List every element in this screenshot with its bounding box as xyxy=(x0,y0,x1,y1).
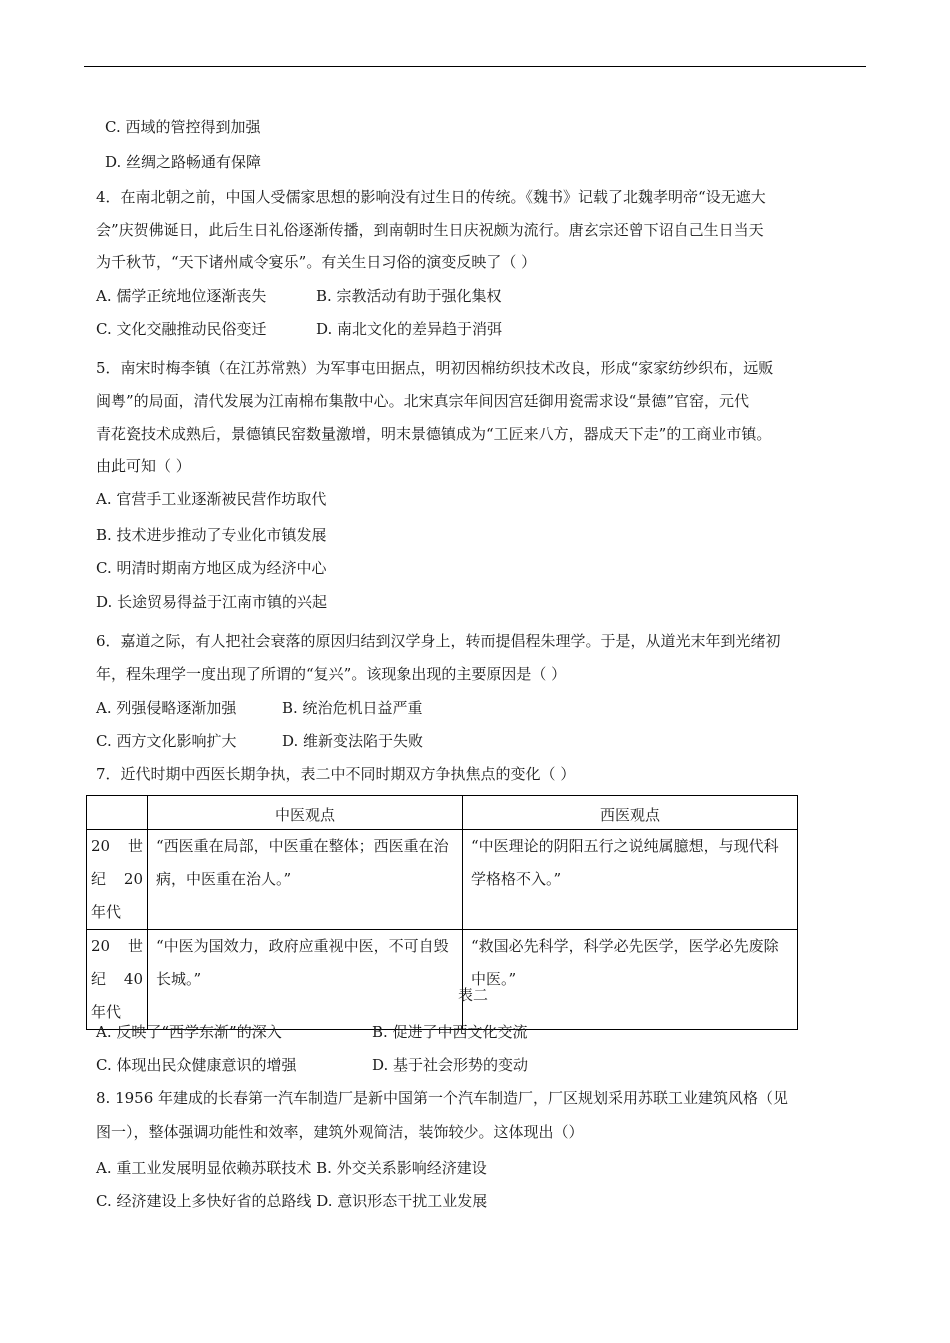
table-cell-tcm: “中医为国效力，政府应重视中医，不可自毁长城。” xyxy=(148,930,463,1030)
table-caption: 表二 xyxy=(458,986,489,1004)
q6-stem-line: 6．嘉道之际，有人把社会衰落的原因归结到汉学身上，转而提倡程朱理学。于是，从道光末年到光绪初 xyxy=(96,632,781,650)
q4-option-d: D. 南北文化的差异趋于消弭 xyxy=(316,320,503,338)
table-header-tcm: 中医观点 xyxy=(148,796,463,830)
q4-stem-line: 4．在南北朝之前，中国人受儒家思想的影响没有过生日的传统。《魏书》记载了北魏孝明帝“设无遮大 xyxy=(96,188,766,206)
q5-stem-line: 5．南宋时梅李镇（在江苏常熟）为军事屯田据点，明初因棉纺织技术改良，形成“家家纺纱织布，远贩 xyxy=(96,359,774,377)
q7-option-c: C. 体现出民众健康意识的增强 xyxy=(96,1056,297,1074)
q3-option-c: C. 西域的管控得到加强 xyxy=(105,118,261,136)
q7-stem: 7．近代时期中西医长期争执，表二中不同时期双方争执焦点的变化（ ） xyxy=(96,765,576,783)
q4-stem-line: 为千秋节，“天下诸州咸令宴乐”。有关生日习俗的演变反映了（ ） xyxy=(96,253,537,271)
table-cell-western: “救国必先科学，科学必先医学，医学必先废除中医。” xyxy=(463,930,798,1030)
table-cell-period: 20 世纪 20 年代 xyxy=(87,830,148,930)
table-row xyxy=(87,830,798,930)
q4-stem-line: 会”庆贺佛诞日，此后生日礼俗逐渐传播，到南朝时生日庆祝颇为流行。唐玄宗还曾下诏自己生日当天 xyxy=(96,221,764,239)
q4-option-b: B. 宗教活动有助于强化集权 xyxy=(316,287,502,305)
header-rule xyxy=(84,66,866,67)
table-header-western: 西医观点 xyxy=(463,796,798,830)
q7-option-b: B. 促进了中西文化交流 xyxy=(372,1023,528,1041)
q6-option-c: C. 西方文化影响扩大 xyxy=(96,732,237,750)
q4-option-a: A. 儒学正统地位逐渐丧失 xyxy=(96,287,267,305)
q8-options-ab: A. 重工业发展明显依赖苏联技术 B. 外交关系影响经济建设 xyxy=(96,1159,487,1177)
table-header-blank xyxy=(87,796,148,830)
q7-option-a: A. 反映了“西学东渐”的深入 xyxy=(96,1023,282,1041)
q8-options-cd: C. 经济建设上多快好省的总路线 D. 意识形态干扰工业发展 xyxy=(96,1192,488,1210)
q5-stem-line: 青花瓷技术成熟后，景德镇民窑数量激增，明末景德镇成为“工匠来八方，器成天下走”的工商业市镇。 xyxy=(96,425,772,443)
table-cell-tcm: “西医重在局部，中医重在整体；西医重在治病，中医重在治人。” xyxy=(148,830,463,930)
q8-stem-line: 8. 1956 年建成的长春第一汽车制造厂是新中国第一个汽车制造厂，厂区规划采用苏联工业建筑风格（见 xyxy=(96,1089,789,1107)
table-cell-period: 20 世纪 40 年代 xyxy=(87,930,148,1030)
q5-stem-line: 闽粤”的局面，清代发展为江南棉布集散中心。北宋真宗年间因宫廷御用瓷需求设“景德”官窑，元代 xyxy=(96,392,750,410)
q5-option-c: C. 明清时期南方地区成为经济中心 xyxy=(96,559,327,577)
comparison-table xyxy=(86,795,798,1030)
q6-option-a: A. 列强侵略逐渐加强 xyxy=(96,699,237,717)
q5-option-d: D. 长途贸易得益于江南市镇的兴起 xyxy=(96,593,328,611)
q5-option-b: B. 技术进步推动了专业化市镇发展 xyxy=(96,526,327,544)
q5-option-a: A. 官营手工业逐渐被民营作坊取代 xyxy=(96,490,327,508)
q6-option-b: B. 统治危机日益严重 xyxy=(282,699,423,717)
q8-stem-line: 图一），整体强调功能性和效率，建筑外观简洁，装饰较少。这体现出（） xyxy=(96,1123,584,1141)
q5-stem-line: 由此可知（ ） xyxy=(96,457,191,475)
q6-option-d: D. 维新变法陷于失败 xyxy=(282,732,424,750)
q3-option-d: D. 丝绸之路畅通有保障 xyxy=(105,153,262,171)
q6-stem-line: 年，程朱理学一度出现了所谓的“复兴”。该现象出现的主要原因是（ ） xyxy=(96,665,567,683)
table-row xyxy=(87,930,798,1030)
table-cell-western: “中医理论的阴阳五行之说纯属臆想，与现代科学格格不入。” xyxy=(463,830,798,930)
q4-option-c: C. 文化交融推动民俗变迁 xyxy=(96,320,267,338)
q7-option-d: D. 基于社会形势的变动 xyxy=(372,1056,529,1074)
